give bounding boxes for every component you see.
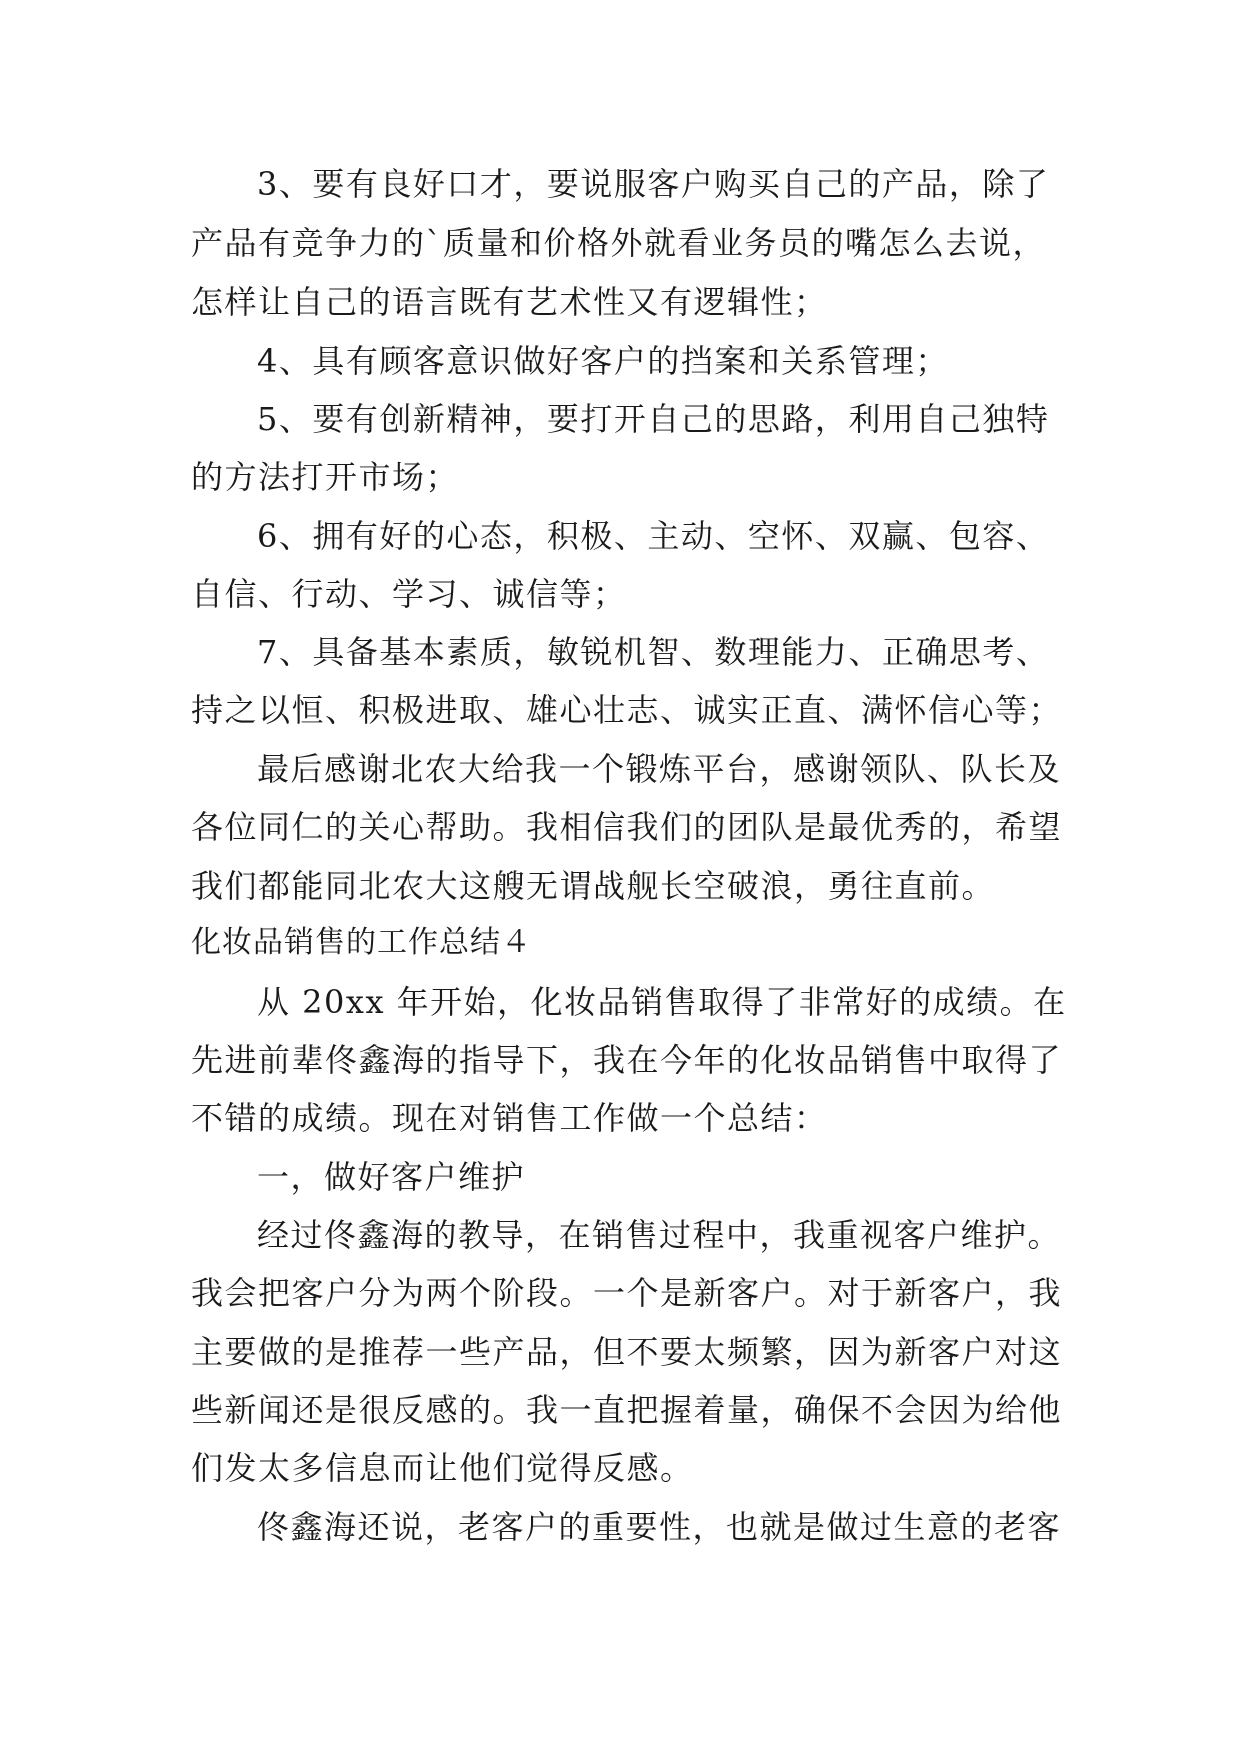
intro-paragraph-line-3: 不错的成绩。现在对销售工作做一个总结： xyxy=(191,1099,828,1137)
customer-paragraph-line-4: 些新闻还是很反感的。我一直把握着量，确保不会因为给他 xyxy=(191,1391,1063,1429)
section-heading: 化妆品销售的工作总结４ xyxy=(191,925,532,960)
paragraph-6-line-2: 自信、行动、学习、诚信等； xyxy=(191,575,627,613)
closing-paragraph-line-2: 各位同仁的关心帮助。我相信我们的团队是最优秀的，希望 xyxy=(191,808,1063,846)
customer-paragraph-line-1: 经过佟鑫海的教导，在销售过程中，我重视客户维护。 xyxy=(257,1216,1062,1254)
customer-paragraph-line-2: 我会把客户分为两个阶段。一个是新客户。对于新客户，我 xyxy=(191,1274,1063,1312)
customer-paragraph-line-3: 主要做的是推荐一些产品，但不要太频繁，因为新客户对这 xyxy=(191,1333,1063,1371)
closing-paragraph-line-1: 最后感谢北农大给我一个锻炼平台，感谢领队、队长及 xyxy=(257,750,1062,788)
customer-paragraph-line-5: 们发太多信息而让他们觉得反感。 xyxy=(191,1449,694,1487)
paragraph-7-line-1: 7、具备基本素质，敏锐机智、数理能力、正确思考、 xyxy=(257,633,1050,671)
paragraph-3-line-2: 产品有竞争力的`质量和价格外就看业务员的嘴怎么去说， xyxy=(191,224,1047,262)
intro-paragraph-line-2: 先进前辈佟鑫海的指导下，我在今年的化妆品销售中取得了 xyxy=(191,1041,1063,1079)
closing-paragraph-line-3: 我们都能同北农大这艘无谓战舰长空破浪，勇往直前。 xyxy=(191,867,996,905)
paragraph-5-line-1: 5、要有创新精神，要打开自己的思路，利用自己独特 xyxy=(257,400,1050,438)
paragraph-3-line-1: 3、要有良好口才，要说服客户购买自己的产品，除了 xyxy=(257,165,1050,203)
intro-paragraph-line-1: 从 20xx 年开始，化妆品销售取得了非常好的成绩。在 xyxy=(257,983,1067,1021)
paragraph-6-line-1: 6、拥有好的心态，积极、主动、空怀、双赢、包容、 xyxy=(257,517,1050,555)
paragraph-4-line-1: 4、具有顾客意识做好客户的挡案和关系管理； xyxy=(257,342,949,380)
old-customer-paragraph-line-1: 佟鑫海还说，老客户的重要性，也就是做过生意的老客 xyxy=(257,1508,1062,1546)
paragraph-5-line-2: 的方法打开市场； xyxy=(191,458,460,496)
paragraph-3-line-3: 怎样让自己的语言既有艺术性又有逻辑性； xyxy=(191,283,828,321)
paragraph-7-line-2: 持之以恒、积极进取、雄心壮志、诚实正直、满怀信心等； xyxy=(191,691,1063,729)
subheading-customer-maintenance: 一，做好客户维护 xyxy=(257,1158,526,1196)
